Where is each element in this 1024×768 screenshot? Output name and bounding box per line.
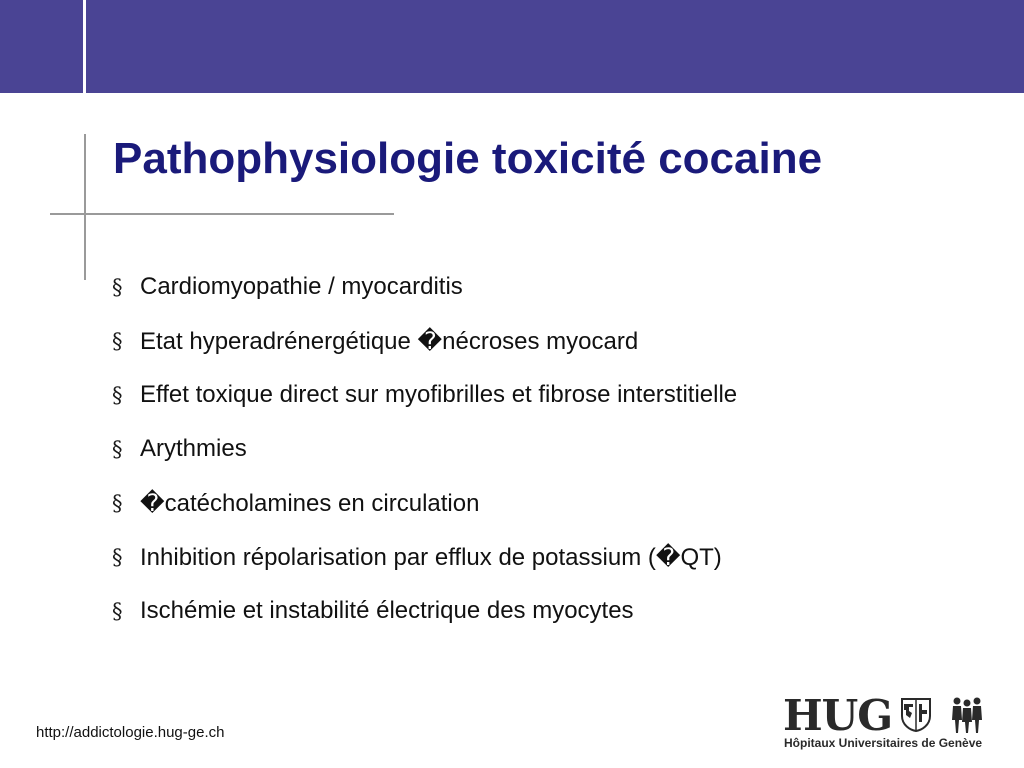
logo-caption: Hôpitaux Universitaires de Genève [784, 736, 983, 750]
header-band [0, 0, 1024, 93]
bullet-marker: § [112, 599, 123, 623]
bullet-item [108, 530, 737, 584]
horizontal-rule [50, 213, 394, 215]
bullet-item [108, 260, 737, 314]
people-silhouettes-icon [951, 696, 983, 734]
bullet-marker: § [112, 545, 123, 569]
bullet-marker: § [112, 329, 123, 353]
bullet-marker: § [112, 275, 123, 299]
header-band-divider [83, 0, 86, 93]
logo-wordmark: HUG [783, 691, 893, 740]
bullet-marker: § [112, 437, 123, 461]
bullet-text: Etat hyperadrénergétique �nécroses myocard [140, 327, 639, 355]
bullet-item [108, 368, 737, 422]
bullet-text: Inhibition répolarisation par efflux de potassium (�QT) [140, 543, 722, 571]
bullet-item [108, 314, 737, 368]
bullet-text: Effet toxique direct sur myofibrilles et fibrose interstitielle [140, 381, 738, 408]
slide-title: Pathophysiologie toxicité cocaine [113, 134, 823, 183]
bullet-text: Cardiomyopathie / myocarditis [140, 273, 463, 300]
bullet-marker: § [112, 383, 123, 407]
bullet-text: Arythmies [140, 435, 247, 462]
hug-logo [783, 691, 993, 754]
footer-url[interactable]: http://addictologie.hug-ge.ch [36, 724, 225, 741]
bullet-item [108, 476, 737, 530]
bullet-marker: § [112, 491, 123, 515]
bullet-text: �catécholamines en circulation [140, 489, 480, 517]
bullet-list [108, 260, 737, 638]
bullet-item [108, 584, 737, 638]
bullet-text: Ischémie et instabilité électrique des myocytes [140, 597, 634, 624]
geneva-coat-of-arms-icon [901, 698, 931, 732]
bullet-item [108, 422, 737, 476]
vertical-rule [84, 134, 86, 280]
